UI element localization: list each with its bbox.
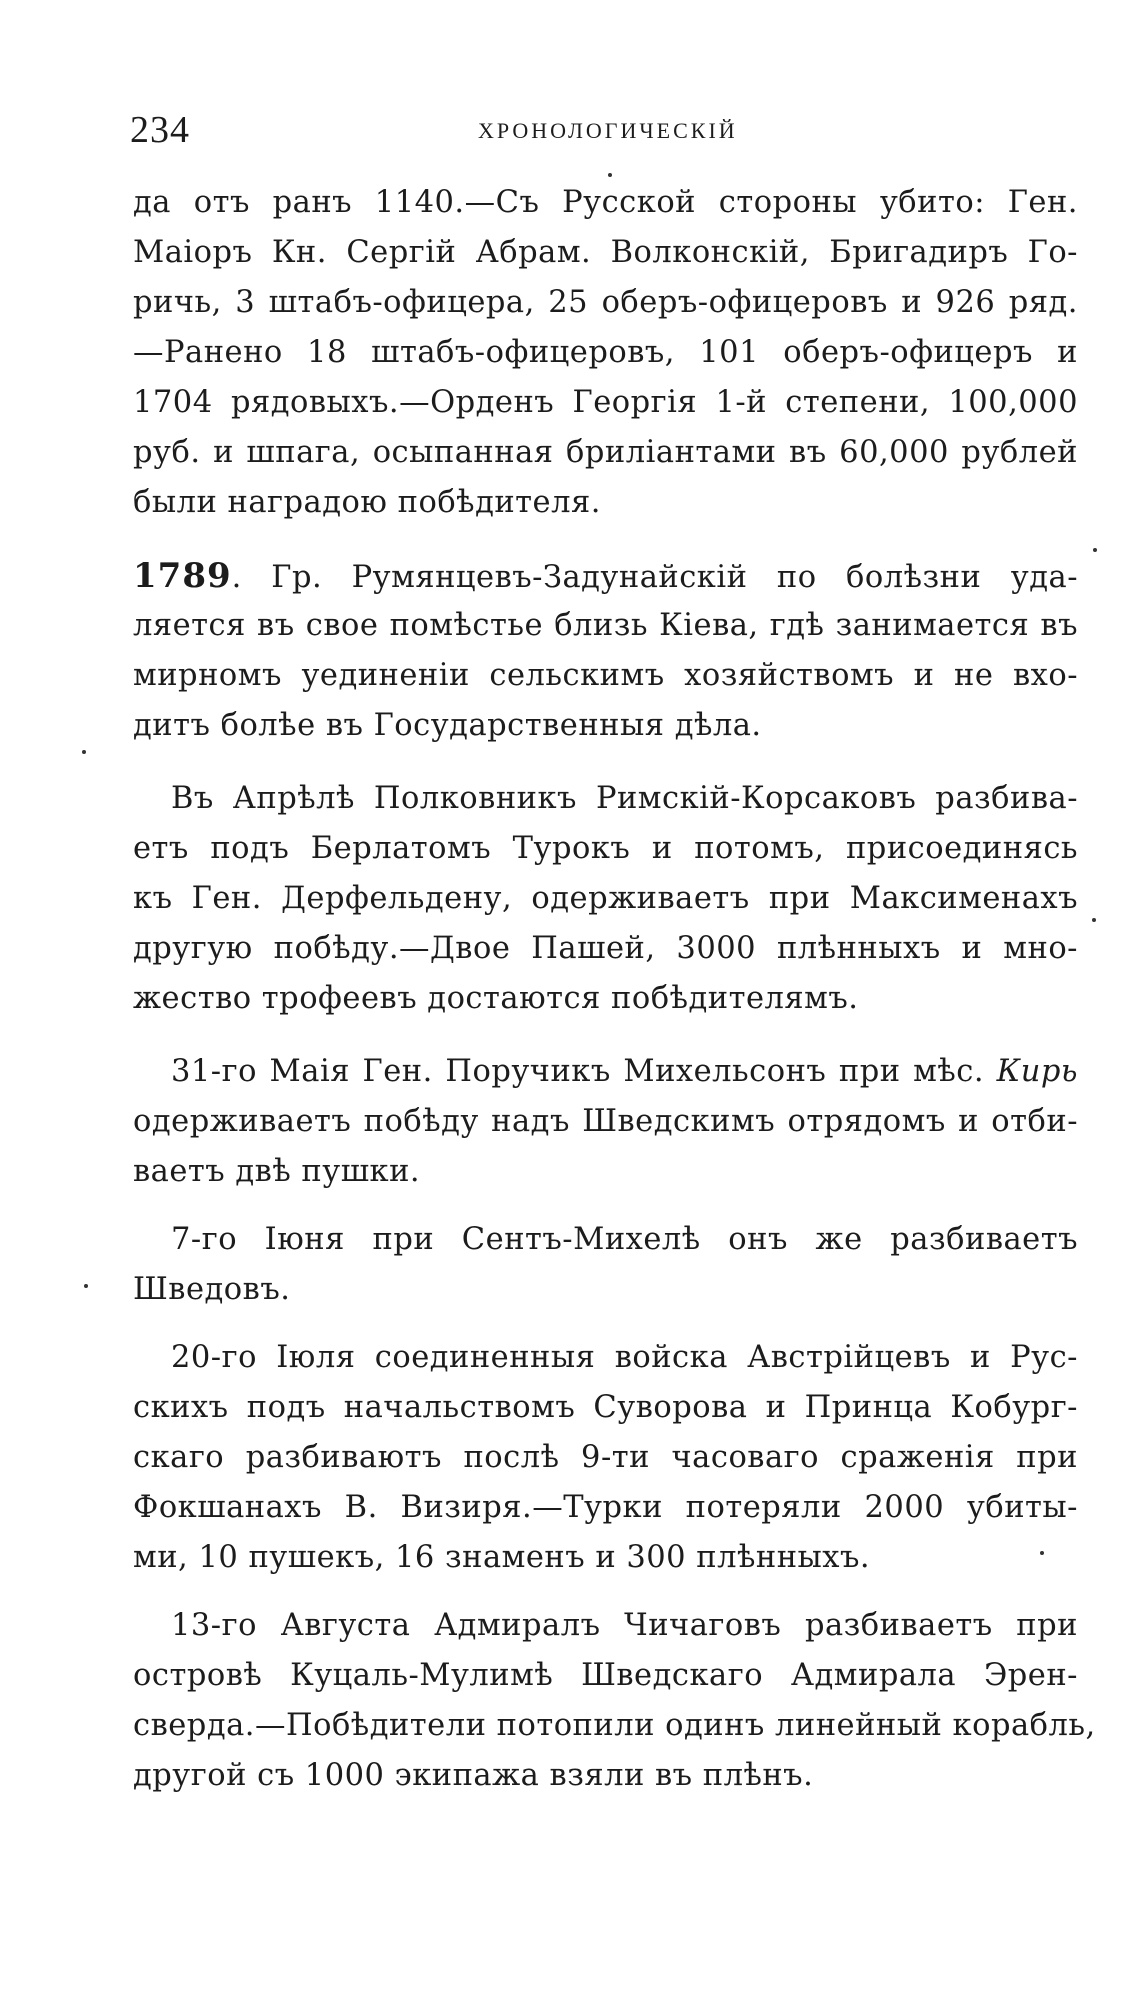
scan-speck	[1093, 548, 1097, 552]
text-line: были наградою побѣдителя.	[133, 485, 601, 520]
page-number: 234	[130, 109, 190, 151]
text-line: ляется въ свое помѣстье близь Кiева, гдѣ занимается въ	[133, 608, 1078, 643]
text-line: сверда.—Побѣдители потопили одинъ линейный корабль,	[133, 1708, 1096, 1743]
paragraph-april	[133, 774, 1078, 1024]
text-line: къ Ген. Дерфельдену, одерживаетъ при Максименахъ	[133, 881, 1078, 916]
text-line: 1704 рядовыхъ.—Орденъ Георгiя 1-й степени, 100,000	[133, 385, 1078, 420]
text-line-rest: . Гр. Румянцевъ-Задунайскiй по болѣзни уда-	[231, 560, 1078, 595]
text-line: ричь, 3 штабъ-офицера, 25 оберъ-офицеровъ и 926 ряд.	[133, 285, 1078, 320]
text-line: другой съ 1000 экипажа взяли въ плѣнъ.	[133, 1758, 814, 1793]
scan-speck	[1040, 1551, 1044, 1555]
text-line: жество трофеевъ достаются побѣдителямъ.	[133, 981, 859, 1016]
paragraph-august-13	[133, 1601, 1096, 1801]
text-line: мирномъ уединенiи сельскимъ хозяйствомъ и не вхо-	[133, 658, 1078, 693]
paragraph-june-7	[133, 1215, 1078, 1315]
text-line: скихъ подъ начальствомъ Суворова и Принца Кобург-	[133, 1390, 1078, 1425]
paragraph-may-31	[133, 1047, 1078, 1197]
running-head: ХРОНОЛОГИЧЕСКIЙ	[478, 118, 738, 143]
paragraph-casualties	[133, 178, 1078, 528]
page-header	[130, 108, 1080, 151]
text-line: Маiоръ Кн. Сергiй Абрам. Волконскiй, Бригадиръ Го-	[133, 235, 1078, 270]
text-line	[133, 551, 1078, 601]
text-line: Въ Апрѣлѣ Полковникъ Римскiй-Корсаковъ разбива-	[171, 781, 1078, 816]
text-line	[133, 1047, 1078, 1097]
text-line: 20-го Iюля соединенныя войска Австрiйцевъ и Рус-	[171, 1340, 1078, 1375]
scan-speck	[608, 173, 612, 177]
place-name-italic: Кирь	[996, 1054, 1078, 1089]
body-text	[133, 178, 1096, 1824]
text-line: ми, 10 пушекъ, 16 знаменъ и 300 плѣнныхъ.	[133, 1540, 871, 1575]
text-line: одерживаетъ побѣду надъ Шведскимъ отрядомъ и отби-	[133, 1104, 1078, 1139]
text-line: Шведовъ.	[133, 1272, 291, 1307]
scan-speck	[84, 1284, 88, 1288]
text-line: руб. и шпага, осыпанная бриліантами въ 60,000 рублей	[133, 435, 1078, 470]
year-heading: 1789	[133, 556, 232, 596]
text-line: да отъ ранъ 1140.—Съ Русской стороны убито: Ген.	[133, 185, 1078, 220]
text-line: 13-го Августа Адмиралъ Чичаговъ разбиваетъ при	[171, 1608, 1078, 1643]
scan-speck	[1092, 918, 1096, 922]
text-line: етъ подъ Берлатомъ Турокъ и потомъ, присоединясь	[133, 831, 1078, 866]
text-line: скаго разбиваютъ послѣ 9-ти часоваго сраженiя при	[133, 1440, 1078, 1475]
text-line: ваетъ двѣ пушки.	[133, 1154, 421, 1189]
text-line: другую побѣду.—Двое Пашей, 3000 плѣнныхъ и мно-	[133, 931, 1078, 966]
text-line: Фокшанахъ В. Визиря.—Турки потеряли 2000 убиты-	[133, 1490, 1078, 1525]
text-line: —Ранено 18 штабъ-офицеровъ, 101 оберъ-офицеръ и	[133, 335, 1078, 370]
text-line: островѣ Куцаль-Мулимѣ Шведскаго Адмирала Эрен-	[133, 1658, 1078, 1693]
text-line-start: 31-го Маiя Ген. Поручикъ Михельсонъ при мѣс.	[171, 1054, 997, 1089]
paragraph-july-20	[133, 1333, 1078, 1583]
paragraph-1789	[133, 551, 1078, 751]
scan-speck	[82, 750, 86, 754]
text-line: дитъ болѣе въ Государственныя дѣла.	[133, 708, 762, 743]
text-line: 7-го Iюня при Сентъ-Михелѣ онъ же разбиваетъ	[171, 1222, 1078, 1257]
